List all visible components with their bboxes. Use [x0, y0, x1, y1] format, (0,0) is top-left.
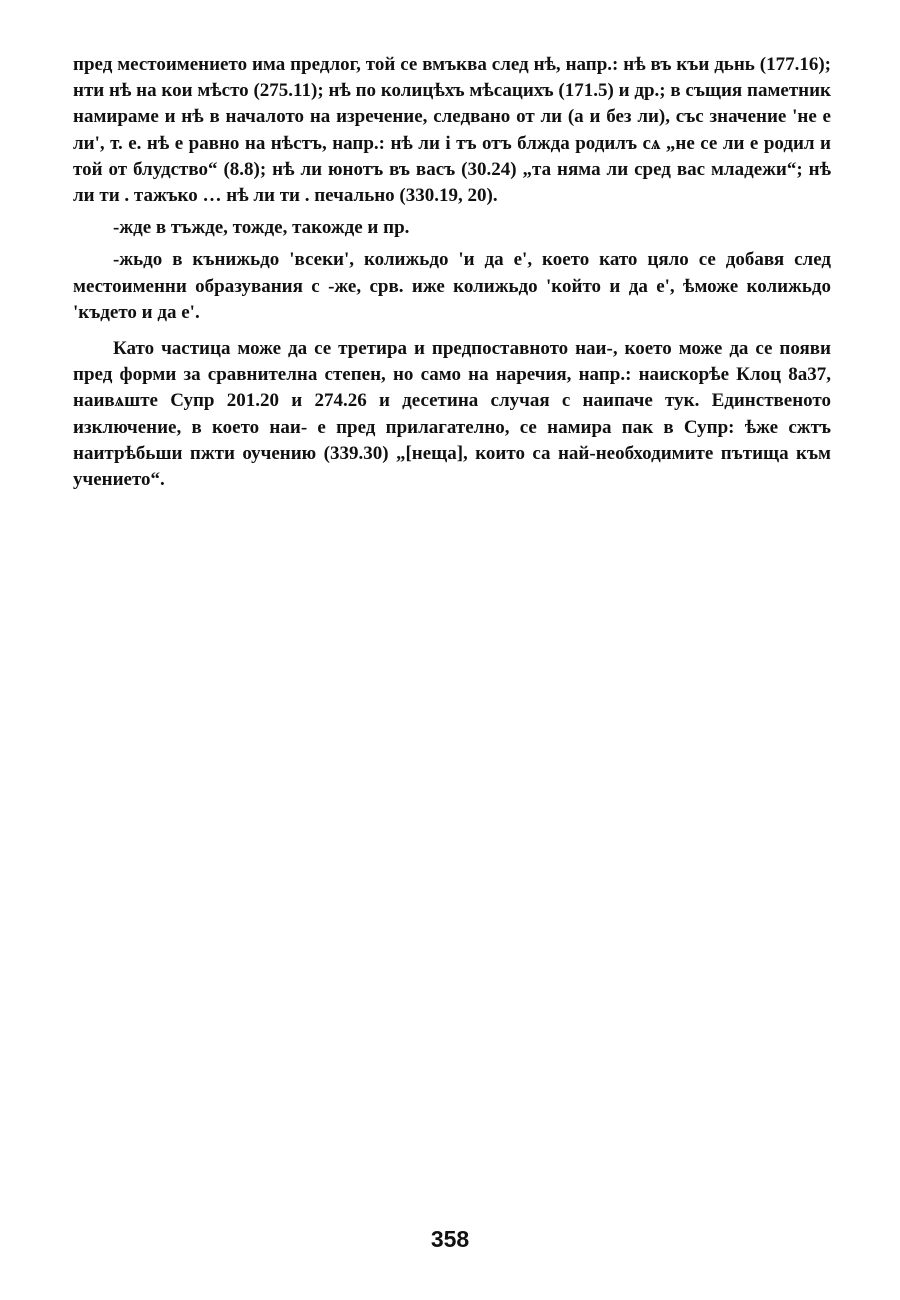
paragraph-4: Като частица може да се третира и предпоставното наи-, което може да се появи пред форми за сравнителна степен, но само на наречия, напр.: наискорѣе Клоц 8а37, наивѧште Супр 201.20 и 274.26 и десетина случая с наипаче тук. Единственото изключение, в което наи- е пред прилагателно, се намира пак в Супр: ѣже сжтъ наитрѣбьши пжти оучению (339.30) „[неща], които са най-необходимите пътища към учението“. — [73, 338, 831, 491]
page-body — [73, 52, 831, 499]
page-number: 358 — [430, 1226, 470, 1252]
paragraph-1: пред местоимението има предлог, той се вмъква след нѣ, напр.: нѣ въ къи дьнь (177.16); нти нѣ на кои мѣсто (275.11); нѣ по колицѣхъ мѣсацихъ (171.5) и др.; в същия паметник намираме и нѣ в началото на изречение, следвано от ли (а и без ли), със значение 'не е ли', т. е. нѣ е равно на нѣстъ, напр.: нѣ ли і тъ отъ блждa родилъ сѧ „не се ли е родил и той от блудство“ (8.8); нѣ ли юнотъ въ васъ (30.24) „та няма ли сред вас младежи“; нѣ ли ти . тажъко … нѣ ли ти . печально (330.19, 20). — [73, 54, 831, 207]
paragraph-3: -жьдо в кънижьдо 'всеки', колижьдо 'и да е', което като цяло се добавя след местоименни образувания с -же, срв. иже колижьдо 'който и да е', ѣможе колижьдо 'където и да е'. — [73, 249, 831, 323]
paragraph-2: -жде в тъжде, тожде, такожде и пр. — [113, 217, 410, 239]
